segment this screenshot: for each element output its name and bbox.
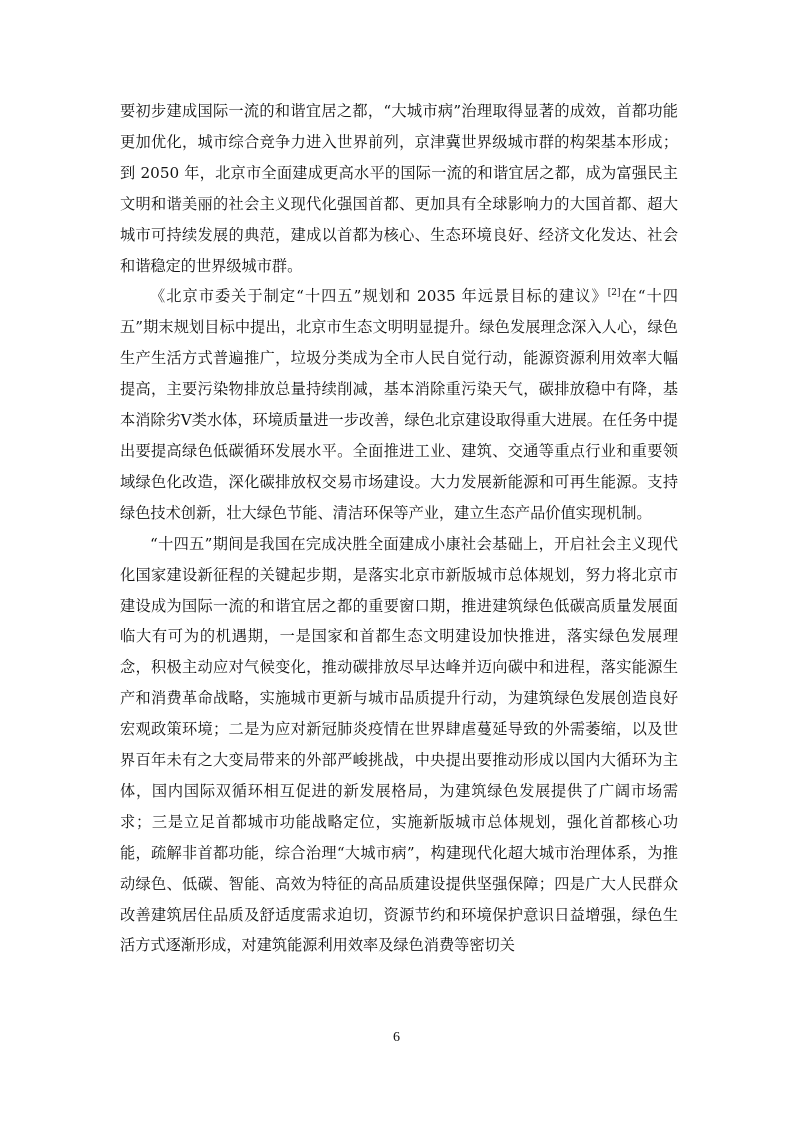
paragraph-1: 要初步建成国际一流的和谐宜居之都，“大城市病”治理取得显著的成效，首都功能更加优化，城市综合竞争力进入世界前列，京津冀世界级城市群的构架基本形成；到 2050 年，北京市全面建成更高水平的国际一流的和谐宜居之都，成为富强民主文明和谐美丽的社会主义现代化强国首都、更加具有全球影响力的大国首都、超大城市可持续发展的典范，建成以首都为核心、生态环境良好、经济文化发达、社会和谐稳定的世界级城市群。	[120, 102, 678, 275]
paragraph-2	[120, 281, 678, 528]
paragraph-3: “十四五”期间是我国在完成决胜全面建成小康社会基础上，开启社会主义现代化国家建设新征程的关键起步期，是落实北京市新版城市总体规划，努力将北京市建设成为国际一流的和谐宜居之都的重要窗口期，推进建筑绿色低碳高质量发展面临大有可为的机遇期，一是国家和首都生态文明建设加快推进，落实绿色发展理念，积极主动应对气候变化，推动碳排放尽早达峰并迈向碳中和进程，落实能源生产和消费革命战略，实施城市更新与城市品质提升行动，为建筑绿色发展创造良好宏观政策环境；二是为应对新冠肺炎疫情在世界肆虐蔓延导致的外需萎缩，以及世界百年未有之大变局带来的外部严峻挑战，中央提出要推动形成以国内大循环为主体，国内国际双循环相互促进的新发展格局，为建筑绿色发展提供了广阔市场需求；三是立足首都城市功能战略定位，实施新版城市总体规划，强化首都核心功能，疏解非首都功能，综合治理“大城市病”，构建现代化超大城市治理体系，为推动绿色、低碳、智能、高效为特征的高品质建设提供坚强保障；四是广大人民群众改善建筑居住品质及舒适度需求迫切，资源节约和环境保护意识日益增强，绿色生活方式逐渐形成，对建筑能源利用效率及绿色消费等密切关	[120, 534, 678, 955]
paragraph-2-title: 《北京市委关于制定“十四五”规划和 2035 年远景目标的建议》	[150, 287, 608, 306]
page-number: 6	[393, 1030, 400, 1045]
reference-marker: [2]	[607, 288, 621, 299]
paragraph-2-body: 在“十四五”期末规划目标中提出，北京市生态文明明显提升。绿色发展理念深入人心，绿色生产生活方式普遍推广，垃圾分类成为全市人民自觉行动，能源资源利用效率大幅提高，主要污染物排放总量持续削减，基本消除重污染天气，碳排放稳中有降，基本消除劣Ⅴ类水体，环境质量进一步改善，绿色北京建设取得重大进展。在任务中提出要提高绿色低碳循环发展水平。全面推进工业、建筑、交通等重点行业和重要领域绿色化改造，深化碳排放权交易市场建设。大力发展新能源和可再生能源。支持绿色技术创新，壮大绿色节能、清洁环保等产业，建立生态产品价值实现机制。	[120, 287, 678, 522]
document-body	[120, 96, 678, 961]
